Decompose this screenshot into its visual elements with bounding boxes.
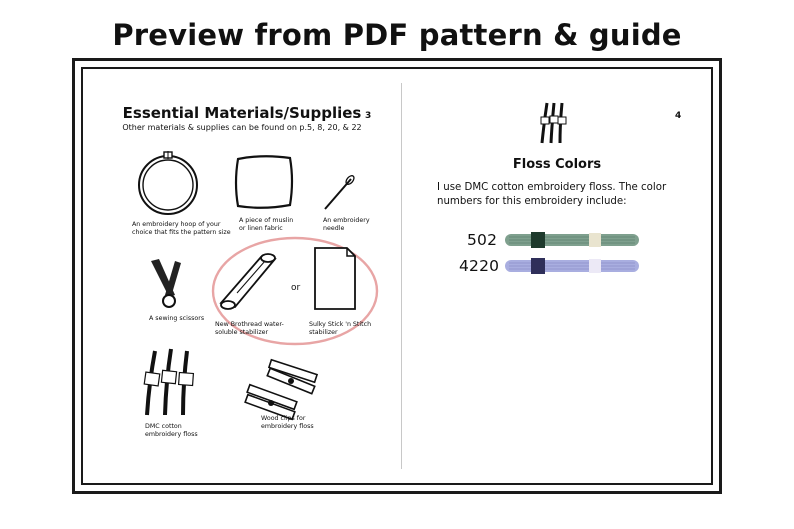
materials-subtitle: Other materials & supplies can be found on p.5, 8, 20, & 22: [122, 123, 362, 132]
scissors-icon: [145, 257, 189, 311]
fabric-square-icon: [233, 153, 295, 211]
document-inner-frame: [81, 67, 713, 485]
floss-number-502: 502: [467, 231, 498, 249]
floss-paragraph: I use DMC cotton embroidery floss. The color numbers for this embroidery include:: [437, 182, 667, 207]
page-3: [83, 69, 401, 483]
floss-skein-502: [503, 229, 643, 251]
embroidery-hoop-icon: [135, 151, 201, 217]
caption-clips: Wood clips for embroidery floss: [261, 415, 314, 430]
floss-number-4220: 4220: [459, 257, 500, 275]
caption-needle: An embroidery needle: [323, 217, 370, 232]
page-number-4: 4: [675, 111, 682, 121]
floss-colors-title: Floss Colors: [512, 157, 602, 172]
needle-icon: [321, 173, 357, 213]
caption-brothread: New Brothread water- soluble stabilizer: [215, 321, 284, 336]
stabilizer-sheet-icon: [311, 245, 359, 313]
page-divider: [401, 83, 402, 469]
caption-scissors: A sewing scissors: [149, 315, 205, 322]
caption-sulky: Sulky Stick 'n Stitch stabilizer: [309, 321, 372, 336]
floss-skein-small-icon: [539, 101, 569, 145]
stabilizer-roll-icon: [217, 251, 281, 315]
or-label: or: [291, 283, 301, 293]
caption-dmc: DMC cotton embroidery floss: [145, 423, 198, 438]
banner-title: Preview from PDF pattern & guide: [112, 18, 682, 52]
caption-hoop: An embroidery hoop of your choice that fits the pattern size: [132, 221, 231, 236]
floss-skein-4220: [503, 255, 643, 277]
document-frame: [72, 58, 722, 494]
materials-title: Essential Materials/Supplies: [122, 104, 362, 122]
page-number-3: 3: [365, 111, 372, 121]
caption-muslin: A piece of muslin or linen fabric: [239, 217, 294, 232]
wood-clips-icon: [245, 359, 321, 417]
page-4: [403, 69, 711, 483]
floss-skein-icon: [139, 347, 201, 419]
